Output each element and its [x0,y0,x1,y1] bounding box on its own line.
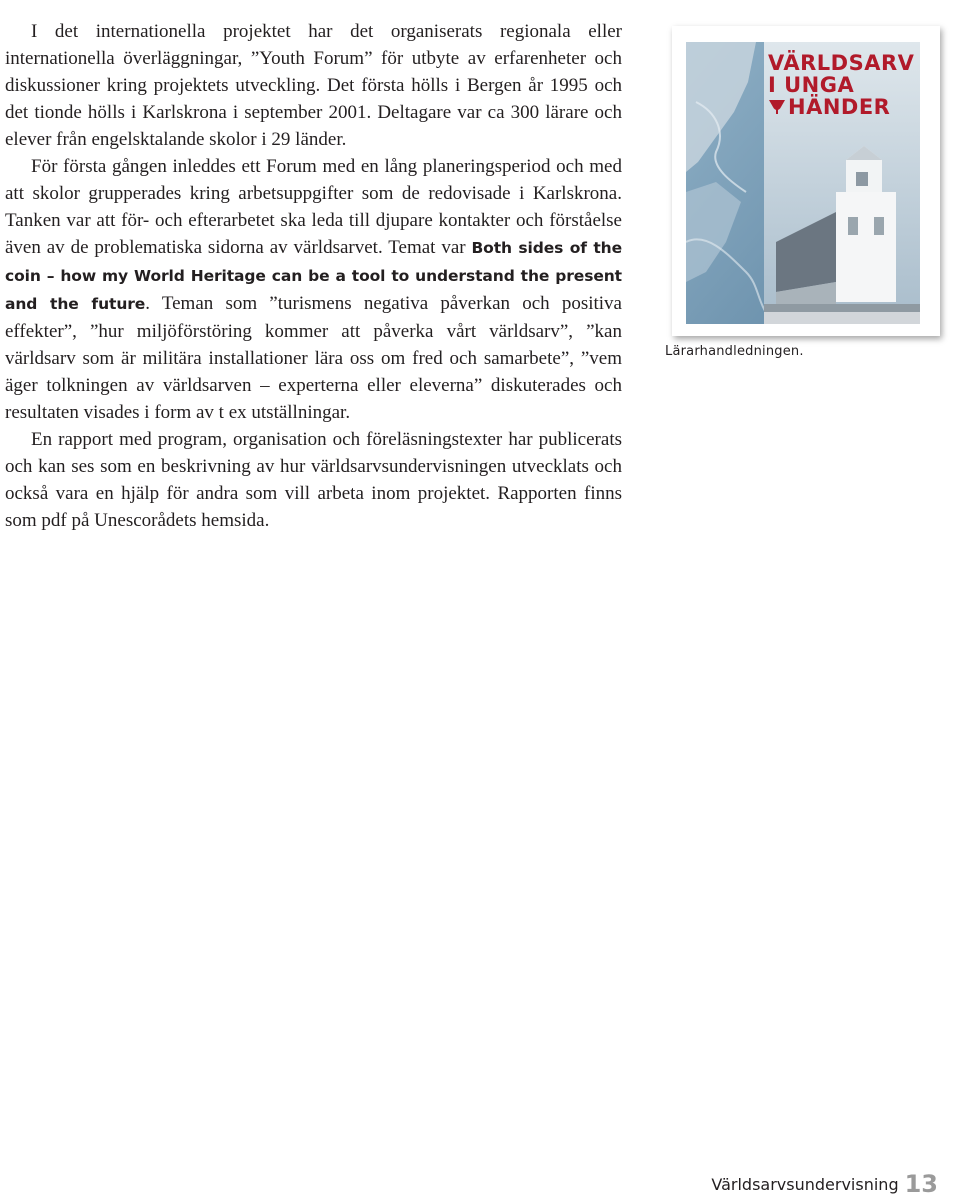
world-heritage-emblem-icon [768,99,786,115]
forum-theme: Both sides of the coin – how my World Heritage can be a tool to understand the present and the future [5,239,622,313]
footer-section-label: Världsarvsundervisning [711,1175,899,1194]
page-footer [711,1170,938,1198]
page-number: 13 [904,1170,938,1198]
cover-title-line-2: I UNGA [768,73,855,97]
cover-title-line-1: VÄRLDSARV [768,51,915,75]
paragraph-karlskrona-forum [5,153,622,426]
cover-title-line-3: HÄNDER [788,95,891,119]
paragraph-youth-forum: I det internationella projektet har det organiserats regionala eller internationella överläggningar, ”Youth Forum” för utbyte av erfarenheter och diskussioner kring projektets utveckling. Det första hölls i Bergen år 1995 och det tionde hölls i Karlskrona i september 2001. Deltagare var ca 300 lärare och elever från engelsktalande skolor i 29 länder. [5,21,622,150]
cover-title-line-3-wrap [768,96,918,118]
book-cover-frame [672,26,940,336]
cover-title [768,52,918,118]
figure-caption: Lärarhandledningen. [665,344,804,359]
paragraph-karlskrona-text-a: För första gången inleddes ett Forum med en lång planeringsperiod och med att skolor grupperades kring arbetsuppgifter som de redovisade i Karlskrona. Tanken var att för- och efterarbetet ska leda till djupare kontakter och förståelse även av de problematiska sidorna av världsarvet. Temat var [5,156,622,258]
article-body [5,18,622,534]
paragraph-karlskrona-text-b: . Teman som ”turismens negativa påverkan och positiva effekter”, ”hur miljöförstöring kommer att påverka vårt världsarv”, ”kan världsarv som är militära installationer lära oss om fred och samarbete”, ”vem äger tolkningen av världsarven – experterna eller eleverna” diskuterades och resultaten visades i form av t ex utställningar. [5,293,622,423]
paragraph-report: En rapport med program, organisation och föreläsningstexter har publicerats och kan ses som en beskrivning av hur världsarvsundervisningen utvecklats och också vara en hjälp för andra som vill arbeta inom projektet. Rapporten finns som pdf på Unescorådets hemsida. [5,429,622,531]
book-cover-image [686,42,920,324]
